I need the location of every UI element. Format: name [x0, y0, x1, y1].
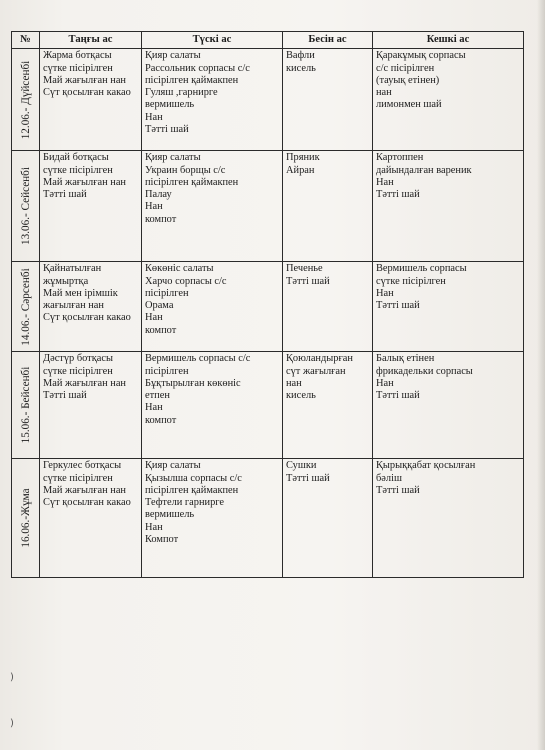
menu-item: Украин борщы с/с — [145, 164, 226, 176]
menu-item: сүтке пісірілген — [43, 164, 113, 176]
menu-item: Қайнатылған — [43, 263, 102, 275]
header-breakfast: Таңғы ас — [40, 32, 142, 49]
menu-item: Тәтті шай — [286, 472, 330, 484]
menu-item: Вафли — [286, 50, 315, 62]
menu-item: Нан — [145, 402, 163, 414]
dinner-cell — [373, 459, 524, 578]
menu-item: Орама — [145, 300, 174, 312]
breakfast-cell — [40, 459, 142, 578]
menu-item: жағылған нан — [43, 300, 104, 312]
menu-item: Бұқтырылған көкөніс — [145, 377, 241, 389]
menu-item: нан — [376, 87, 392, 99]
lunch-cell — [142, 151, 283, 262]
menu-item: Сүт қосылған какао — [43, 497, 131, 509]
menu-item: нан — [286, 377, 302, 389]
menu-item: Тәтті шай — [376, 390, 420, 402]
menu-item: Сушки — [286, 460, 317, 472]
menu-item: Тәтті шай — [145, 124, 189, 136]
menu-item: бәліш — [376, 472, 402, 484]
menu-item: компот — [145, 324, 177, 336]
menu-item: Сүт қосылған какао — [43, 87, 131, 99]
menu-item: Май жағылған нан — [43, 484, 126, 496]
menu-item: Нан — [376, 377, 394, 389]
menu-item: Қоюландырған — [286, 353, 353, 365]
menu-item: кисель — [286, 62, 316, 74]
menu-item: с/с пісірілген — [376, 62, 435, 74]
menu-item: Қырыққабат қосылған — [376, 460, 476, 472]
binding-mark: ) — [10, 718, 14, 729]
snack-cell — [283, 262, 373, 352]
menu-item: компот — [145, 213, 177, 225]
menu-item: етпен — [145, 390, 170, 402]
day-cell — [12, 352, 40, 459]
lunch-cell — [142, 459, 283, 578]
day-label: 13.06.- Сейсенбі — [19, 167, 32, 246]
table-row — [12, 459, 524, 578]
menu-item: пісірілген — [145, 287, 189, 299]
menu-item: Қияр салаты — [145, 460, 201, 472]
menu-item: Пряник — [286, 152, 320, 164]
menu-item: Нан — [376, 287, 394, 299]
menu-item: Палау — [145, 189, 172, 201]
menu-item: Тәтті шай — [286, 275, 330, 287]
menu-item: Тәтті шай — [43, 390, 87, 402]
menu-item: Май жағылған нан — [43, 74, 126, 86]
menu-item: Картоппен — [376, 152, 424, 164]
header-number: № — [12, 32, 40, 49]
snack-cell — [283, 151, 373, 262]
menu-item: Нан — [145, 521, 163, 533]
table-row — [12, 151, 524, 262]
menu-item: Тефтели гарнирге — [145, 497, 225, 509]
page-edge-shadow — [537, 0, 545, 750]
day-cell — [12, 151, 40, 262]
menu-item: пісірілген — [145, 365, 189, 377]
menu-item: фрикадельки сорпасы — [376, 365, 473, 377]
menu-item: Қияр салаты — [145, 50, 201, 62]
menu-item: жұмыртқа — [43, 275, 89, 287]
header-lunch: Түскі ас — [142, 32, 283, 49]
menu-item: сүтке пісірілген — [43, 62, 113, 74]
snack-cell — [283, 352, 373, 459]
lunch-cell — [142, 262, 283, 352]
menu-item: сүтке пісірілген — [376, 275, 446, 287]
menu-item: Тәтті шай — [376, 300, 420, 312]
lunch-cell — [142, 352, 283, 459]
menu-item: Айран — [286, 164, 315, 176]
table-header-row — [12, 32, 524, 49]
menu-item: Харчо сорпасы с/с — [145, 275, 227, 287]
weekly-menu-table — [11, 31, 524, 578]
lunch-cell — [142, 49, 283, 151]
snack-cell — [283, 459, 373, 578]
menu-item: Компот — [145, 534, 179, 546]
menu-item: дайындалған вареник — [376, 164, 472, 176]
breakfast-cell — [40, 262, 142, 352]
menu-item: Дәстүр ботқасы — [43, 353, 113, 365]
dinner-cell — [373, 151, 524, 262]
menu-item: Рассольник сорпасы с/с — [145, 62, 250, 74]
menu-item: Нан — [145, 111, 163, 123]
menu-item: компот — [145, 414, 177, 426]
menu-item: Сүт қосылған какао — [43, 312, 131, 324]
menu-item: лимонмен шай — [376, 99, 442, 111]
menu-item: Қызылша сорпасы с/с — [145, 472, 242, 484]
menu-item: Гуляш ,гарнирге — [145, 87, 218, 99]
menu-item: сүтке пісірілген — [43, 472, 113, 484]
menu-item: сүт жағылған — [286, 365, 346, 377]
menu-item: пісірілген қаймакпен — [145, 484, 239, 496]
menu-item: пісірілген қаймакпен — [145, 176, 239, 188]
menu-item: Көкөніс салаты — [145, 263, 214, 275]
header-snack: Бесін ас — [283, 32, 373, 49]
menu-item: Печенье — [286, 263, 323, 275]
menu-item: Қаракұмық сорпасы — [376, 50, 466, 62]
breakfast-cell — [40, 151, 142, 262]
dinner-cell — [373, 352, 524, 459]
menu-item: Жарма ботқасы — [43, 50, 112, 62]
menu-item: вермишель — [145, 509, 195, 521]
table-row — [12, 352, 524, 459]
menu-item: Нан — [145, 201, 163, 213]
dinner-cell — [373, 262, 524, 352]
menu-item: Тәтті шай — [376, 189, 420, 201]
menu-item: кисель — [286, 390, 316, 402]
menu-item: пісірілген қаймакпен — [145, 74, 239, 86]
dinner-cell — [373, 49, 524, 151]
breakfast-cell — [40, 49, 142, 151]
day-label: 14.06.- Сәрсенбі — [19, 268, 32, 346]
menu-item: сүтке пісірілген — [43, 365, 113, 377]
menu-item: Геркулес ботқасы — [43, 460, 122, 472]
menu-item: Май жағылған нан — [43, 377, 126, 389]
menu-item: Май мен ірімшік — [43, 287, 118, 299]
day-label: 12.06.- Дүйсенбі — [19, 60, 32, 140]
binding-mark: ) — [10, 672, 14, 683]
menu-item: Тәтті шай — [43, 189, 87, 201]
day-label: 15.06.- Бейсенбі — [19, 366, 32, 444]
menu-item: вермишель — [145, 99, 195, 111]
menu-item: Бидай ботқасы — [43, 152, 109, 164]
menu-item: Нан — [376, 176, 394, 188]
menu-item: Балық етінен — [376, 353, 435, 365]
menu-item: Қияр салаты — [145, 152, 201, 164]
day-label: 16.06.-Жұма — [19, 488, 32, 548]
day-cell — [12, 459, 40, 578]
breakfast-cell — [40, 352, 142, 459]
header-dinner: Кешкі ас — [373, 32, 524, 49]
menu-item: (тауық етінен) — [376, 74, 440, 86]
menu-item: Май жағылған нан — [43, 176, 126, 188]
snack-cell — [283, 49, 373, 151]
menu-item: Вермишель сорпасы с/с — [145, 353, 251, 365]
table-row — [12, 49, 524, 151]
menu-item: Тәтті шай — [376, 484, 420, 496]
menu-item: Нан — [145, 312, 163, 324]
day-cell — [12, 262, 40, 352]
day-cell — [12, 49, 40, 151]
table-row — [12, 262, 524, 352]
menu-item: Вермишель сорпасы — [376, 263, 467, 275]
